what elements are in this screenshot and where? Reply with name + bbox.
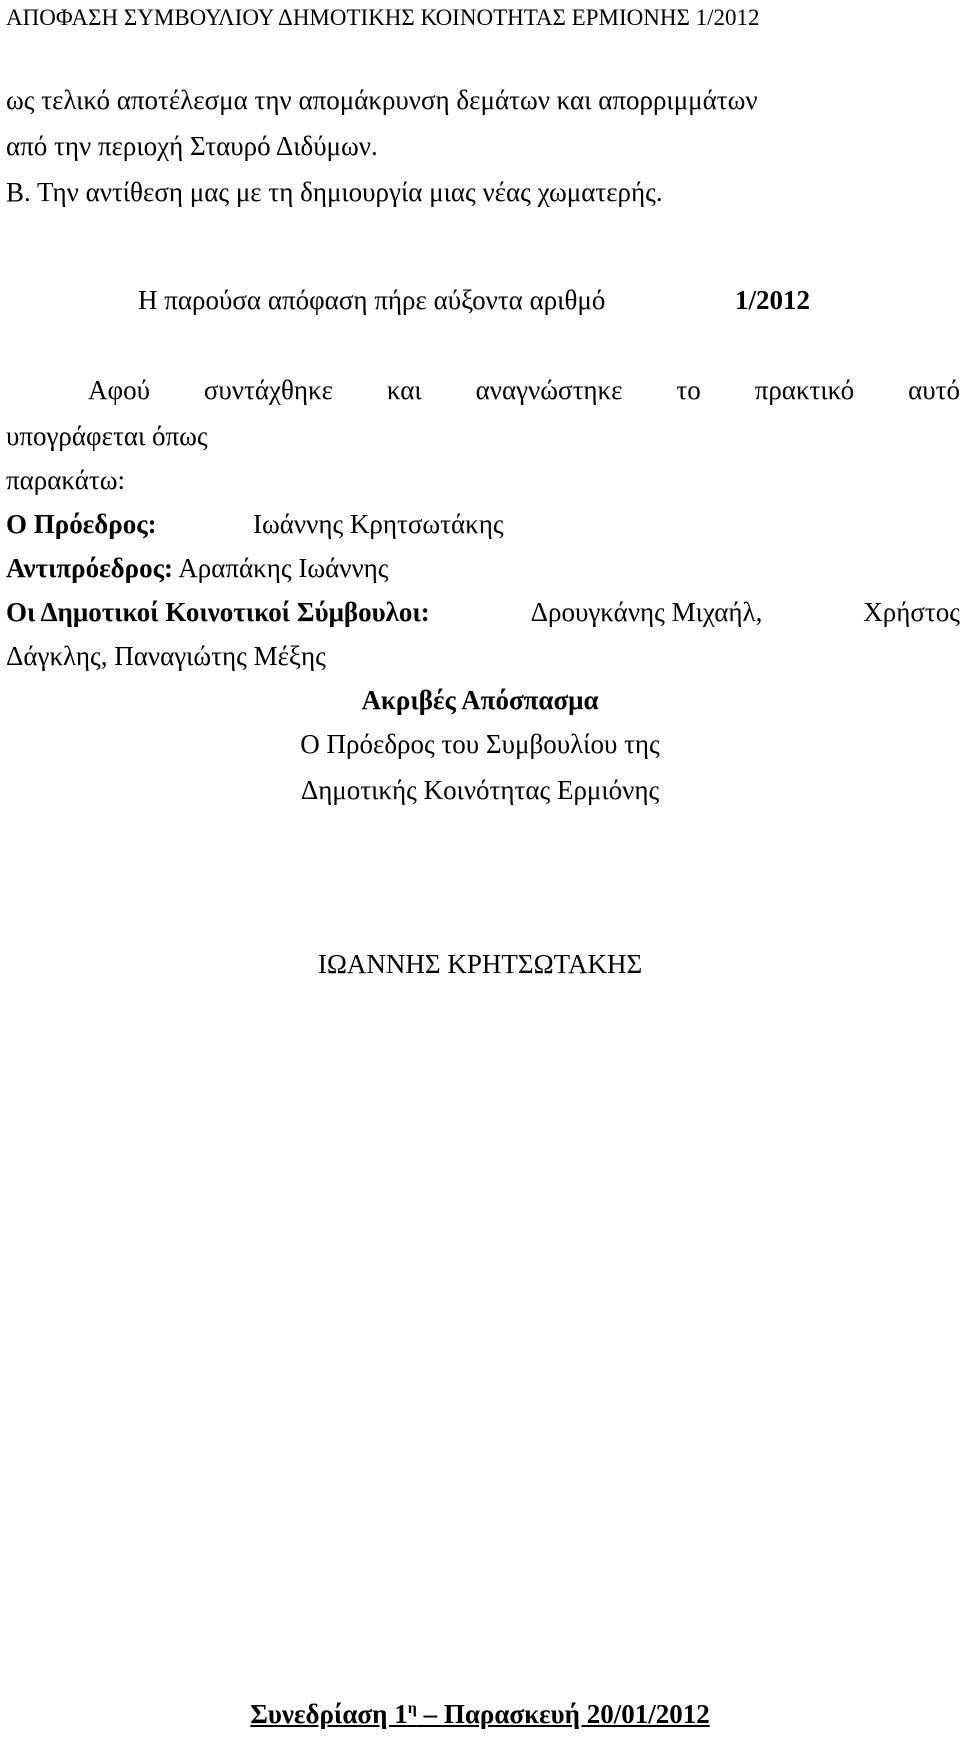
body-line-1: ως τελικό αποτέλεσμα την απομάκρυνση δεμάτων και απορριμμάτων (6, 85, 758, 115)
signing-line-3: παρακάτω: (6, 465, 126, 495)
document-header: ΑΠΟΦΑΣΗ ΣΥΜΒΟΥΛΙΟΥ ΔΗΜΟΤΙΚΗΣ ΚΟΙΝΟΤΗΤΑΣ ΕΡΜΙΟΝΗΣ 1/2012 (6, 5, 760, 30)
footer-session (0, 1698, 960, 1730)
president-label: Ο Πρόεδρος: (6, 509, 157, 539)
members-line (6, 596, 960, 628)
signing-word: συντάχθηκε (203, 375, 333, 405)
president-name: Ιωάννης Κρητσωτάκης (253, 509, 504, 539)
vice-president-line (6, 552, 388, 584)
decision-number: 1/2012 (735, 285, 811, 315)
signing-word: αναγνώστηκε (475, 375, 623, 405)
vice-president-name: Αραπάκης Ιωάννης (178, 553, 389, 583)
footer-suffix: – Παρασκευή 20/01/2012 (416, 1699, 710, 1729)
decision-text: Η παρούσα απόφαση πήρε αύξοντα αριθμό (138, 285, 606, 315)
signing-word: το (676, 375, 701, 405)
extract-line-2: Δημοτικής Κοινότητας Ερμιόνης (300, 775, 660, 805)
members-line-2: Δάγκλης, Παναγιώτης Μέξης (6, 641, 326, 671)
body-line-3: Β. Την αντίθεση μας με τη δημιουργία μιας νέας χωματερής. (6, 177, 663, 207)
footer-sup: η (407, 1700, 417, 1717)
vice-president-label: Αντιπρόεδρος: (6, 553, 173, 583)
signing-word: πρακτικό (754, 375, 855, 405)
members-label: Οι Δημοτικοί Κοινοτικοί Σύμβουλοι: (6, 597, 430, 627)
signing-line-2: υπογράφεται όπως (6, 421, 208, 451)
footer-prefix: Συνεδρίαση 1 (250, 1699, 408, 1729)
signing-word: αυτό (908, 375, 960, 405)
member-name-1: Δρουγκάνης Μιχαήλ, (530, 597, 763, 627)
extract-line-1: Ο Πρόεδρος του Συμβουλίου της (300, 729, 660, 759)
signature-name: ΙΩΑΝΝΗΣ ΚΡΗΤΣΩΤΑΚΗΣ (317, 949, 643, 979)
signing-word: και (386, 375, 422, 405)
member-name-2: Χρήστος (863, 597, 960, 627)
body-line-2: από την περιοχή Σταυρό Διδύμων. (6, 131, 378, 161)
signing-word: Αφού (88, 375, 150, 405)
extract-title: Ακριβές Απόσπασμα (361, 685, 599, 715)
signing-line (88, 374, 960, 406)
